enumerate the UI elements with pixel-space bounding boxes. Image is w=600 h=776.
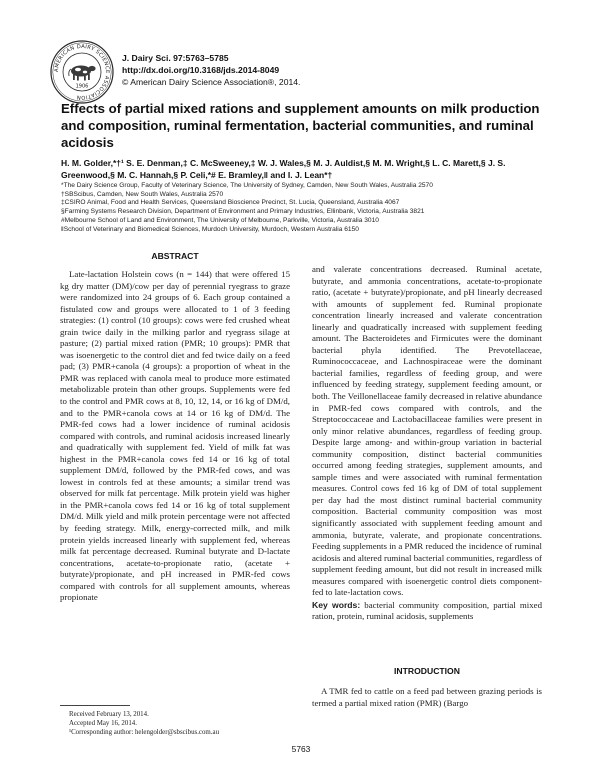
seal-ring-text: AMERICAN DAIRY SCIENCE ASSOCIATION — [53, 43, 111, 101]
affiliation-item: ‡CSIRO Animal, Food and Health Services, Queensland Bioscience Precinct, St. Lucia, Queensland, Australia 4067 — [61, 199, 400, 207]
affiliation-item: ‖School of Veterinary and Biomedical Sciences, Murdoch University, Murdoch, Western Australia 6150 — [61, 225, 359, 233]
journal-reference: J. Dairy Sci. 97:5763–5785 — [122, 53, 229, 63]
affiliation-item: #Melbourne School of Land and Environment, The University of Melbourne, Parkville, Victoria, Australia 3010 — [61, 216, 379, 224]
affiliation-list — [61, 182, 561, 234]
abstract-column-right — [312, 264, 542, 623]
affiliation-item: §Farming Systems Research Division, Department of Environment and Primary Industries, Ellinbank, Victoria, Australia 3821 — [61, 208, 425, 216]
abstract-column-left: Late-lactation Holstein cows (n = 144) that were offered 15 kg dry matter (DM)/cow per day of perennial ryegrass to graze were randomized into 24 groups of 6. Each group contained a fistulated cow and groups were allocated to 1 of 3 feeding strategies: (1) control (10 groups): cows were fed crushed wheat grain twice daily in the milking parlor and ryegrass silage at pasture; (2) partial mixed ration (PMR; 10 groups): PMR that was isoenergetic to the control diet and fed twice daily on a feed pad; (3) PMR+canola (4 groups): a proportion of wheat in the PMR was replaced with canola meal to produce more estimated metabolizable protein than other groups. Supplements were fed to the control and PMR cows at 8, 10, 12, 14, or 16 kg of DM/d, and to the PMR+canola cows at 14 or 16 kg of DM/d. The PMR-fed cows had a lower incidence of ruminal acidosis compared with controls, and ruminal acidosis increased linearly and quadratically with supplement fed. Yield of milk fat was highest in the PMR+canola cows fed 14 or 16 kg of total supplement DM/d, followed by the PMR-fed cows, and was lowest in controls fed at these amounts; a similar trend was observed for milk fat percentage. Milk protein yield was higher in the PMR+canola cows fed 14 or 16 kg of total supplement DM/d. Milk yield and milk protein percentage were not affected by feeding strategy. Milk, energy-corrected milk, and milk protein yields increased linearly with supplement fed, whereas milk fat percentage decreased. Ruminal butyrate and D-lactate concentrations, acetate-to-propionate ratio, (acetate + butyrate)/propionate, and pH increased in PMR-fed cows compared with controls for all supplement amounts, whereas propionate — [60, 269, 290, 603]
affiliation-item: *The Dairy Science Group, Faculty of Veterinary Science, The University of Sydney, Camden, New South Wales, Australia 2570 — [61, 182, 433, 189]
copyright-line: © American Dairy Science Association®, 2014. — [122, 77, 301, 87]
keywords-text: bacterial community composition, partial mixed ration, protein, ruminal acidosis, supplements — [312, 599, 542, 622]
keywords-label: Key words: — [312, 599, 361, 610]
affiliation-item: †SBScibus, Camden, New South Wales, Australia 2570 — [61, 190, 224, 198]
journal-header — [122, 52, 422, 88]
keywords-line — [312, 600, 542, 623]
corresponding-author: ¹Corresponding author: helengolder@sbscibus.com.au — [69, 729, 220, 736]
ads-association-seal — [50, 40, 114, 104]
introduction-text: A TMR fed to cattle on a feed pad between grazing periods is termed a partial mixed ration (PMR) (Bargo — [312, 686, 542, 708]
footnote-rule — [60, 705, 130, 706]
article-title: Effects of partial mixed rations and supplement amounts on milk production and composition, ruminal fermentation, bacterial communities, and ruminal acidosis — [61, 101, 540, 150]
received-footnote — [69, 710, 289, 737]
seal-year: 1906 — [75, 83, 89, 90]
accepted-date: Accepted May 16, 2014. — [69, 720, 137, 727]
author-list: H. M. Golder,*†¹ S. E. Denman,‡ C. McSweeney,‡ W. J. Wales,§ M. J. Auldist,§ M. M. Wright,§ L. C. Marett,§ J. S. Greenwood,§ M. C. Hannah,§ P. Celi,*# E. Bramley,‖ and I. J. Lean*† — [61, 158, 506, 180]
received-date: Received February 13, 2014. — [69, 711, 149, 718]
introduction-heading: INTRODUCTION — [394, 666, 460, 676]
abstract-heading: ABSTRACT — [151, 251, 199, 261]
page-number: 5763 — [291, 744, 311, 754]
abstract-continuation: and valerate concentrations decreased. Ruminal acetate, butyrate, and ammonia concentrations, acetate-to-propionate ratio, (acetate + butyrate)/propionate, and pH linearly decreased with amounts of supplement fed. Ruminal propionate concentration linearly increased and valerate concentration linearly and quadratically increased with supplement feeding amount. The Bacteroidetes and Firmicutes were the dominant bacterial phyla identified. The Prevotellaceae, Ruminococcaceae, and Lachnospiraceae were the dominant bacterial families, regardless of feeding group, and were influenced by feeding strategy, supplement feeding amount, or both. The Veillonellaceae family decreased in relative abundance in PMR-fed cows compared with controls, and the Streptococcaceae and Lactobacillaceae families were present in only minor relative abundances, regardless of feeding group. Despite large among- and within-group variation in bacterial community composition, distinct bacterial communities occurred among feeding strategies, supplement amounts, and sample times and were associated with ruminal fermentation measures. Control cows fed 16 kg of DM of total supplement per day had the most distinct ruminal bacterial community composition. Bacterial community composition was most significantly associated with supplement feeding amount and ammonia, butyrate, valerate, and propionate concentrations. Feeding supplements in a PMR reduced the incidence of ruminal acidosis and altered ruminal bacterial communities, regardless of supplement feeding amount, but did not result in increased milk measures compared with isoenergetic control diets component-fed to late-lactation cows. — [312, 264, 542, 598]
doi-link[interactable]: http://dx.doi.org/10.3168/jds.2014-8049 — [122, 65, 280, 75]
